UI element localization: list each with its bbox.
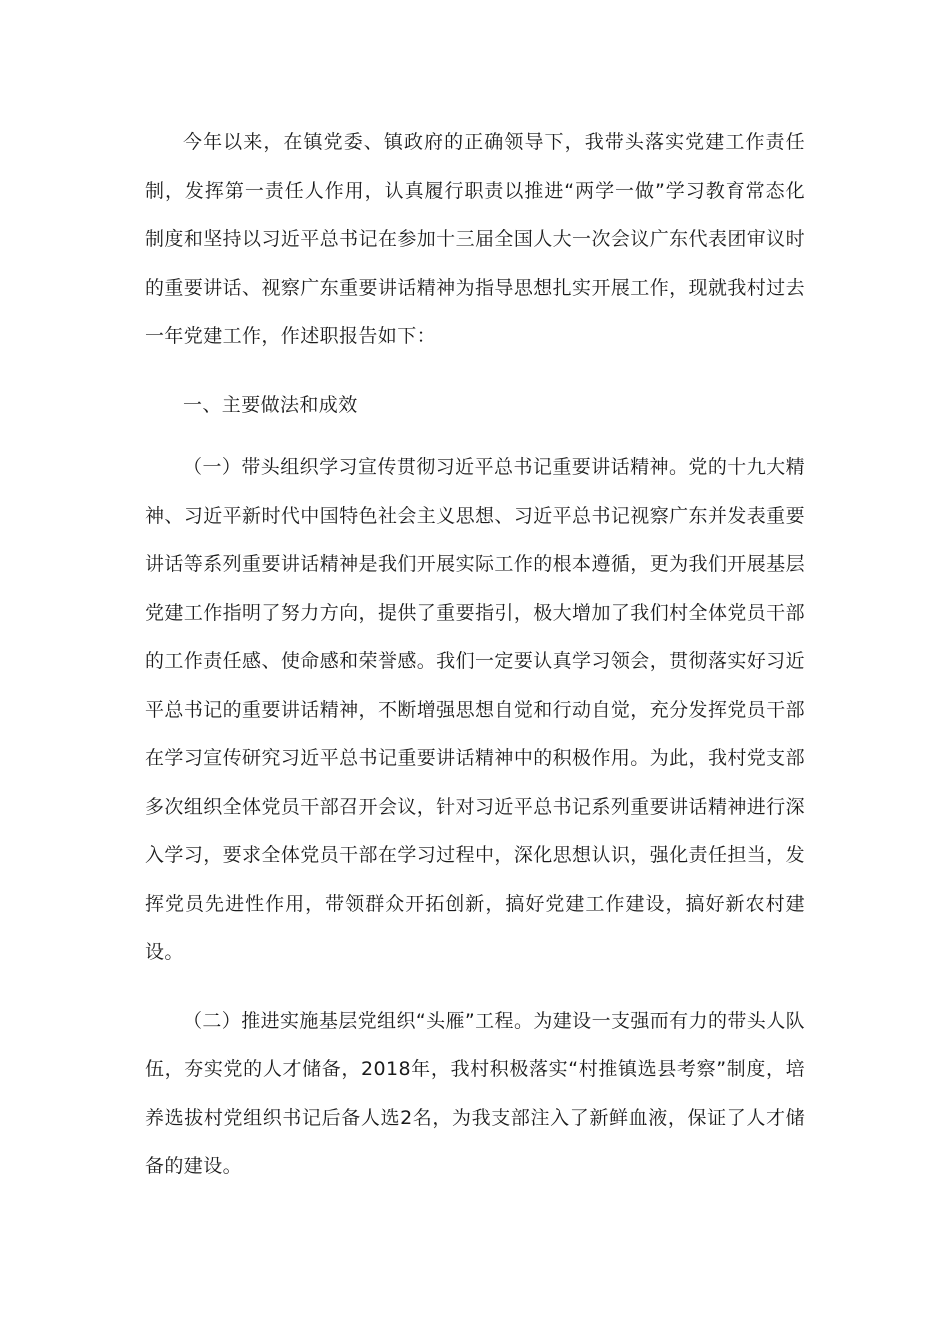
- document-body: [145, 118, 805, 1191]
- paragraph-spacer: [145, 977, 805, 997]
- item-2-paragraph: （二）推进实施基层党组织“头雁”工程。为建设一支强而有力的带头人队伍，夯实党的人才储备，2018年，我村积极落实“村推镇选县考察”制度，培养选拔村党组织书记后备人选2名，为我支部注入了新鲜血液，保证了人才储备的建设。: [145, 1009, 805, 1177]
- section-heading: 一、主要做法和成效: [183, 393, 358, 416]
- paragraph-spacer: [145, 361, 805, 381]
- item-1-paragraph: （一）带头组织学习宣传贯彻习近平总书记重要讲话精神。党的十九大精神、习近平新时代中国特色社会主义思想、习近平总书记视察广东并发表重要讲话等系列重要讲话精神是我们开展实际工作的根本遵循，更为我们开展基层党建工作指明了努力方向，提供了重要指引，极大增加了我们村全体党员干部的工作责任感、使命感和荣誉感。我们一定要认真学习领会，贯彻落实好习近平总书记的重要讲话精神，不断增强思想自觉和行动自觉，充分发挥党员干部在学习宣传研究习近平总书记重要讲话精神中的积极作用。为此，我村党支部多次组织全体党员干部召开会议，针对习近平总书记系列重要讲话精神进行深入学习，要求全体党员干部在学习过程中，深化思想认识，强化责任担当，发挥党员先进性作用，带领群众开拓创新，搞好党建工作建设，搞好新农村建设。: [145, 456, 805, 963]
- intro-paragraph: 今年以来，在镇党委、镇政府的正确领导下，我带头落实党建工作责任制，发挥第一责任人作用，认真履行职责以推进“两学一做”学习教育常态化制度和坚持以习近平总书记在参加十三届全国人大一次会议广东代表团审议时的重要讲话、视察广东重要讲话精神为指导思想扎实开展工作，现就我村过去一年党建工作，作述职报告如下：: [145, 131, 805, 347]
- paragraph-spacer: [145, 429, 805, 443]
